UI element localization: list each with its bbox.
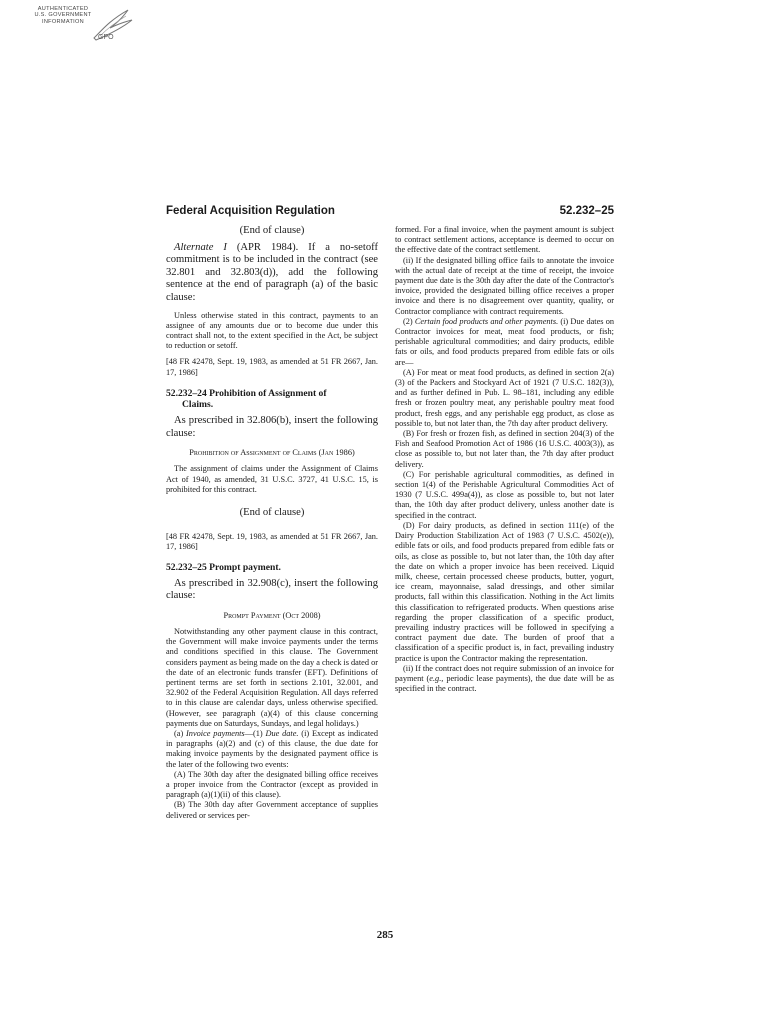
right-column [395,225,614,694]
clause-text: The assignment of claims under the Assignment of Claims Act of 1940, as amended, 31 U.S.C. 3727, 41 U.S.C. 15, is prohibited for this contract. [166,464,378,494]
left-column [166,225,378,821]
clause-paragraph: (ii) If the contract does not require submission of an invoice for payment (e.g., periodic lease payments), the due date will be as specified in the contract. [395,663,614,694]
header-section-number: 52.232–25 [559,205,614,217]
clause-paragraph: (A) The 30th day after the designated billing office receives a proper invoice from the Contractor (except as provided in paragraph (a)(1)(ii) of this clause). [166,769,378,800]
logo-caption: AUTHENTICATED U.S. GOVERNMENT INFORMATION [34,6,92,25]
clause-paragraph: (B) The 30th day after Government acceptance of supplies delivered or services per- [166,800,378,820]
clause-paragraph: (C) For perishable agricultural commodities, as defined in section 1(4) of the Perishable Agricultural Commodities Act of 1930 (7 U.S.C. 499a(4)), as close as possible to, but not later than, the 10th day after product delivery, unless another date is specified in the contract. [395,469,614,520]
clause-paragraph: (ii) If the designated billing office fails to annotate the invoice with the actual date of receipt at the time of receipt, the invoice payment due date is the 30th day after the date of the Contractor's invoice, provided the designated billing office receives a proper invoice and there is no disagreement over quantity, quality, or Contractor compliance with contract requirements. [395,255,614,316]
end-of-clause: (End of clause) [239,225,305,236]
clause-title: Prohibition of Assignment of Claims (Jan 1986) [189,448,355,458]
alternate-i-text: Unless otherwise stated in this contract, payments to an assignee of any amounts due or to become due under this contract shall not, to the extent specified in the Act, be subject to reduction or setoff. [166,310,378,351]
logo-gpo-text: GPO [98,34,114,41]
running-header [166,205,614,219]
alternate-i-paragraph: Alternate I (APR 1984). If a no-setoff commitment is to be included in the contract (see 32.801 and 32.803(d)), add the following sentence at the end of paragraph (a) of the basic clause: [166,241,378,303]
clause-paragraph: Notwithstanding any other payment clause in this contract, the Government will make invoice payments under the terms and conditions specified in this clause. The Government considers payment as being made on the day a check is dated or the date of an electronic funds transfer (EFT). Definitions of pertinent terms are set forth in sections 2.101, 32.001, and 32.902 of the Federal Acquisition Regulation. All days referred to in this clause are calendar days, unless otherwise specified. (However, see paragraph (a)(4) of this clause concerning payments due on Saturdays, Sundays, and legal holidays.) [166,626,378,728]
section-heading-52-232-25: 52.232–25 Prompt payment. [166,561,281,573]
clause-paragraph: (B) For fresh or frozen fish, as defined in section 204(3) of the Fish and Seafood Promotion Act of 1986 (16 U.S.C. 4003(3)), as close as possible to, but not later than, the 7th day after product delivery. [395,429,614,469]
section-heading-52-232-24: 52.232–24 Prohibition of Assignment of Claims. [166,387,327,411]
citation: [48 FR 42478, Sept. 19, 1983, as amended at 51 FR 2667, Jan. 17, 1986] [166,531,378,551]
end-of-clause: (End of clause) [239,506,305,518]
page-number: 285 [376,929,394,941]
prescription-text: As prescribed in 32.908(c), insert the following clause: [166,577,378,602]
clause-paragraph: (D) For dairy products, as defined in section 111(e) of the Dairy Production Stabilization Act of 1983 (7 U.S.C. 4502(e)), edible fats or oils, and food products prepared from edible fats or oils, as close as possible to, but not later than, the 10th day after the date on which a proper invoice has been received. Liquid milk, cheese, certain processed cheese products, butter, yogurt, ice cream, mayonnaise, salad dressings, and other similar products, fall within this classification. Nothing in the Act limits this classification to refrigerated products. When questions arise regarding the proper classification of a specific product, prevailing industry practices will be followed in specifying a contract payment due date. The burden of proof that a classification of a specific product is, in fact, prevailing industry practice is upon the Contractor making the representation. [395,520,614,663]
clause-paragraph: (2) Certain food products and other payments. (i) Due dates on Contractor invoices for meat, meat food products, or fish; perishable agricultural commodities; and dairy products, edible fats or oils, and food products prepared from edible fats or oils are— [395,316,615,367]
citation: [48 FR 42478, Sept. 19, 1983, as amended at 51 FR 2667, Jan. 17, 1986] [166,357,378,377]
gpo-authentication-logo [28,6,143,50]
clause-paragraph: formed. For a final invoice, when the payment amount is subject to contract settlement actions, acceptance is deemed to occur on the effective date of the contract settlement. [395,225,614,255]
clause-paragraph: (a) Invoice payments—(1) Due date. (i) Except as indicated in paragraphs (a)(2) and (c) of this clause, the due date for making invoice payments by the designated payment office is the later of the following two events: [166,728,378,769]
prescription-text: As prescribed in 32.806(b), insert the following clause: [166,414,378,439]
clause-title: Prompt Payment (Oct 2008) [223,610,321,620]
header-title: Federal Acquisition Regulation [166,205,335,217]
clause-paragraph: (A) For meat or meat food products, as defined in section 2(a)(3) of the Packers and Stockyard Act of 1921 (7 U.S.C. 182(3)), and as further defined in Pub. L. 98–181, including any edible fresh or frozen poultry meat, any perishable poultry meat food product, fresh eggs, and any perishable egg product, as close as possible to, but not later than, the 7th day after product delivery. [395,367,614,428]
